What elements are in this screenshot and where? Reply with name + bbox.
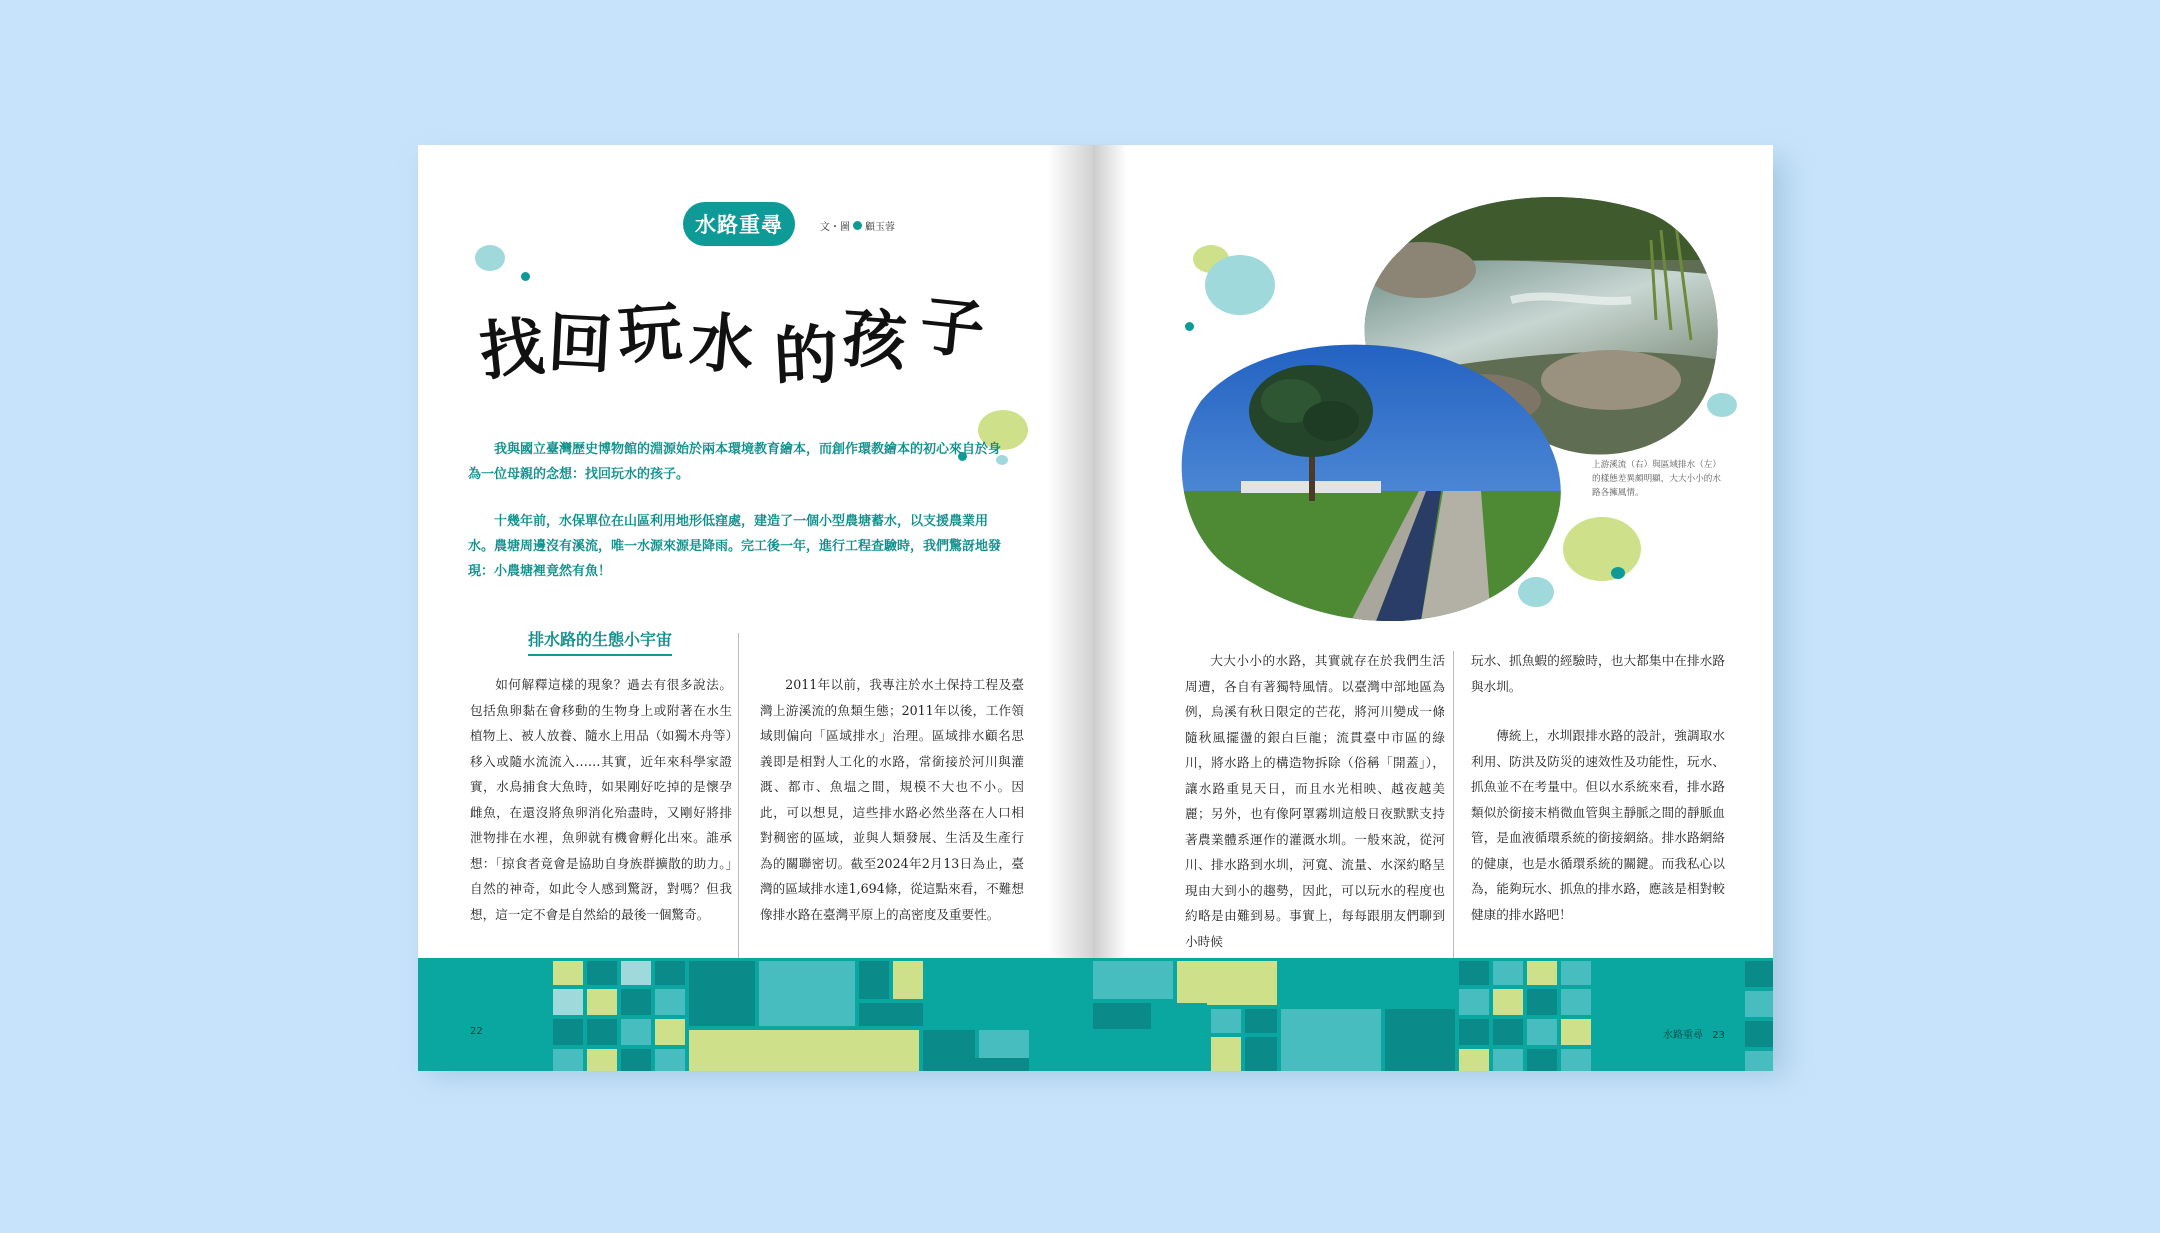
mosaic-tile bbox=[1281, 1009, 1381, 1071]
mosaic-tile bbox=[923, 1030, 975, 1058]
gutter-shadow-left bbox=[1047, 145, 1093, 1071]
mosaic-tile bbox=[1281, 961, 1379, 1005]
mosaic-tile bbox=[1245, 1037, 1277, 1071]
byline-prefix: 文・圖 bbox=[820, 222, 850, 233]
mosaic-tile bbox=[1745, 991, 1773, 1017]
mosaic-tile bbox=[759, 961, 855, 1026]
mosaic-tile bbox=[893, 961, 923, 999]
mosaic-tile bbox=[689, 961, 755, 1026]
footer-section-label: 水路重尋 bbox=[1663, 1030, 1703, 1041]
mosaic-tile bbox=[923, 1058, 1029, 1071]
mosaic-tile bbox=[553, 1019, 583, 1045]
mosaic-tile bbox=[621, 1019, 651, 1045]
body-paragraph: 傳統上，水圳跟排水路的設計，強調取水利用、防洪及防災的速效性及功能性，玩水、抓魚並不在考量中。但以水系統來看，排水路類似於銜接末梢微血管與主靜脈之間的靜脈血管，是血液循環系統的銜接網絡。排水路網絡的健康，也是水循環系統的關鍵。而我私心以為，能夠玩水、抓魚的排水路，應該是相對較健康的排水路吧！ bbox=[1471, 728, 1725, 922]
body-column: 2011年以前，我專注於水土保持工程及臺灣上游溪流的魚類生態；2011年以後，工作領域則偏向「區域排水」治理。區域排水顧名思義即是相對人工化的水路，常銜接於河川與灌溉、都市、魚塭之間，規模不大也不小。因此，可以想見，這些排水路必然坐落在人口相對稠密的區域，並與人類發展、生活及生產行為的關聯密切。截至2024年2月13日為止，臺灣的區域排水達1,694條，從這點來看，不難想像排水路在臺灣平原上的高密度及重要性。 bbox=[760, 677, 1024, 922]
byline bbox=[820, 218, 895, 233]
mosaic-tile bbox=[553, 961, 583, 985]
body-column bbox=[1471, 648, 1725, 927]
mosaic-tile bbox=[1093, 961, 1173, 999]
decor-circle bbox=[1563, 517, 1641, 581]
photo-caption: 上游溪流（右）與區域排水（左）的樣態差異頗明顯，大大小小的水路各擁風情。 bbox=[1592, 460, 1721, 498]
lead-paragraph: 我與國立臺灣歷史博物館的淵源始於兩本環境教育繪本，而創作環教繪本的初心來自於身為一位母親的念想：找回玩水的孩子。 bbox=[468, 442, 1002, 482]
mosaic-tile bbox=[1493, 989, 1523, 1015]
mosaic-tile bbox=[1245, 1009, 1277, 1033]
byline-author: 顧玉蓉 bbox=[865, 222, 895, 233]
mosaic-tile bbox=[1527, 961, 1557, 985]
decor-circle bbox=[521, 272, 530, 281]
mosaic-tile bbox=[587, 1049, 617, 1071]
title-char: 的 bbox=[772, 318, 840, 396]
title-char: 回 bbox=[546, 306, 614, 384]
section-badge: 水路重尋 bbox=[683, 202, 795, 246]
footer-mosaic bbox=[1093, 958, 1773, 1071]
gutter-shadow-right bbox=[1093, 145, 1127, 1071]
mosaic-tile bbox=[587, 989, 617, 1015]
title-char: 玩 bbox=[615, 295, 685, 375]
mosaic-tile bbox=[1561, 1019, 1591, 1045]
left-page bbox=[418, 145, 1093, 1071]
mosaic-tile bbox=[1745, 1051, 1773, 1071]
mosaic-tile bbox=[621, 961, 651, 985]
body-column: 如何解釋這樣的現象？過去有很多說法。包括魚卵黏在會移動的生物身上或附著在水生植物上、被人放養、隨水上用品（如獨木舟等）移入或隨水流流入……其實，近年來科學家證實，水鳥捕食大魚時，如果剛好吃掉的是懷孕雌魚，在還沒將魚卵消化殆盡時，又剛好將排泄物排在水裡，魚卵就有機會孵化出來。誰承想：「掠食者竟會是協助自身族群擴散的助力。」自然的神奇，如此令人感到驚訝，對嗎？但我想，這一定不會是自然給的最後一個驚奇。 bbox=[470, 677, 732, 922]
mosaic-tile bbox=[1527, 989, 1557, 1015]
mosaic-tile bbox=[621, 1049, 651, 1071]
mosaic-tile bbox=[1745, 1021, 1773, 1047]
page-number: 23 bbox=[1712, 1030, 1725, 1041]
mosaic-tile bbox=[621, 989, 651, 1015]
mosaic-tile bbox=[859, 961, 889, 999]
mosaic-tile bbox=[1459, 1049, 1489, 1071]
mosaic-tile bbox=[1459, 961, 1489, 985]
mosaic-tile bbox=[655, 1019, 685, 1045]
drainage-photo bbox=[1181, 331, 1565, 621]
mosaic-tile bbox=[1527, 1049, 1557, 1071]
mosaic-tile bbox=[1527, 1019, 1557, 1045]
mosaic-tile bbox=[1561, 1049, 1591, 1071]
mosaic-tile bbox=[1493, 961, 1523, 985]
mosaic-tile bbox=[1177, 961, 1277, 1005]
mosaic-tile bbox=[1493, 1019, 1523, 1045]
mosaic-tile bbox=[553, 989, 583, 1015]
title-char: 孩 bbox=[839, 301, 909, 381]
body-column: 大大小小的水路，其實就存在於我們生活周遭，各自有著獨特風情。以臺灣中部地區為例，烏溪有秋日限定的芒花，將河川變成一條隨秋風擺盪的銀白巨龍；流貫臺中市區的綠川，將水路上的構造物拆除（俗稱「開蓋」），讓水路重見天日，而且水光相映、越夜越美麗；另外，也有像阿罩霧圳這般日夜默默支持著農業體系運作的灌溉水圳。一般來說，從河川、排水路到水圳，河寬、流量、水深約略呈現由大到小的趨勢，因此，可以玩水的程度也約略是由難到易。事實上，每每跟朋友們聊到小時候 bbox=[1185, 653, 1445, 949]
footer-label bbox=[1663, 1026, 1725, 1041]
mosaic-tile bbox=[1211, 1037, 1241, 1071]
right-page bbox=[1093, 145, 1773, 1071]
decor-circle bbox=[1185, 322, 1194, 331]
title-char: 子 bbox=[916, 288, 988, 370]
mosaic-tile bbox=[553, 1049, 583, 1071]
section-subheading: 排水路的生態小宇宙 bbox=[528, 627, 672, 656]
decor-circle bbox=[1611, 567, 1625, 579]
footer-mosaic bbox=[418, 958, 1093, 1071]
page-number: 22 bbox=[470, 1026, 483, 1037]
mosaic-tile bbox=[1493, 1049, 1523, 1071]
mosaic-tile bbox=[587, 961, 617, 985]
lead-paragraph: 十幾年前，水保單位在山區利用地形低窪處，建造了一個小型農塘蓄水，以支援農業用水。農塘周邊沒有溪流，唯一水源來源是降雨。完工後一年，進行工程查驗時，我們驚訝地發現：小農塘裡竟然有魚！ bbox=[468, 514, 1002, 579]
mosaic-tile bbox=[1745, 961, 1773, 987]
mosaic-tile bbox=[689, 1030, 919, 1071]
mosaic-tile bbox=[1459, 1019, 1489, 1045]
mosaic-tile bbox=[655, 1049, 685, 1071]
mosaic-tile bbox=[979, 1030, 1029, 1058]
decor-circle bbox=[1205, 255, 1275, 315]
mosaic-tile bbox=[1561, 989, 1591, 1015]
mosaic-tile bbox=[1385, 1009, 1455, 1071]
body-paragraph: 玩水、抓魚蝦的經驗時，也大都集中在排水路與水圳。 bbox=[1471, 653, 1725, 694]
mosaic-tile bbox=[1093, 1003, 1151, 1029]
mosaic-tile bbox=[1155, 1003, 1207, 1071]
mosaic-tile bbox=[1459, 989, 1489, 1015]
mosaic-tile bbox=[1211, 1009, 1241, 1033]
mosaic-tile bbox=[655, 989, 685, 1015]
title-char: 找 bbox=[476, 309, 548, 391]
drainage-photo-svg bbox=[1181, 331, 1565, 621]
byline-dot bbox=[853, 221, 862, 230]
mosaic-tile bbox=[1561, 961, 1591, 985]
decor-circle bbox=[475, 245, 505, 271]
mosaic-tile bbox=[655, 961, 685, 985]
mosaic-tile bbox=[587, 1019, 617, 1045]
title-char: 水 bbox=[686, 305, 758, 385]
mosaic-tile bbox=[859, 1003, 923, 1026]
